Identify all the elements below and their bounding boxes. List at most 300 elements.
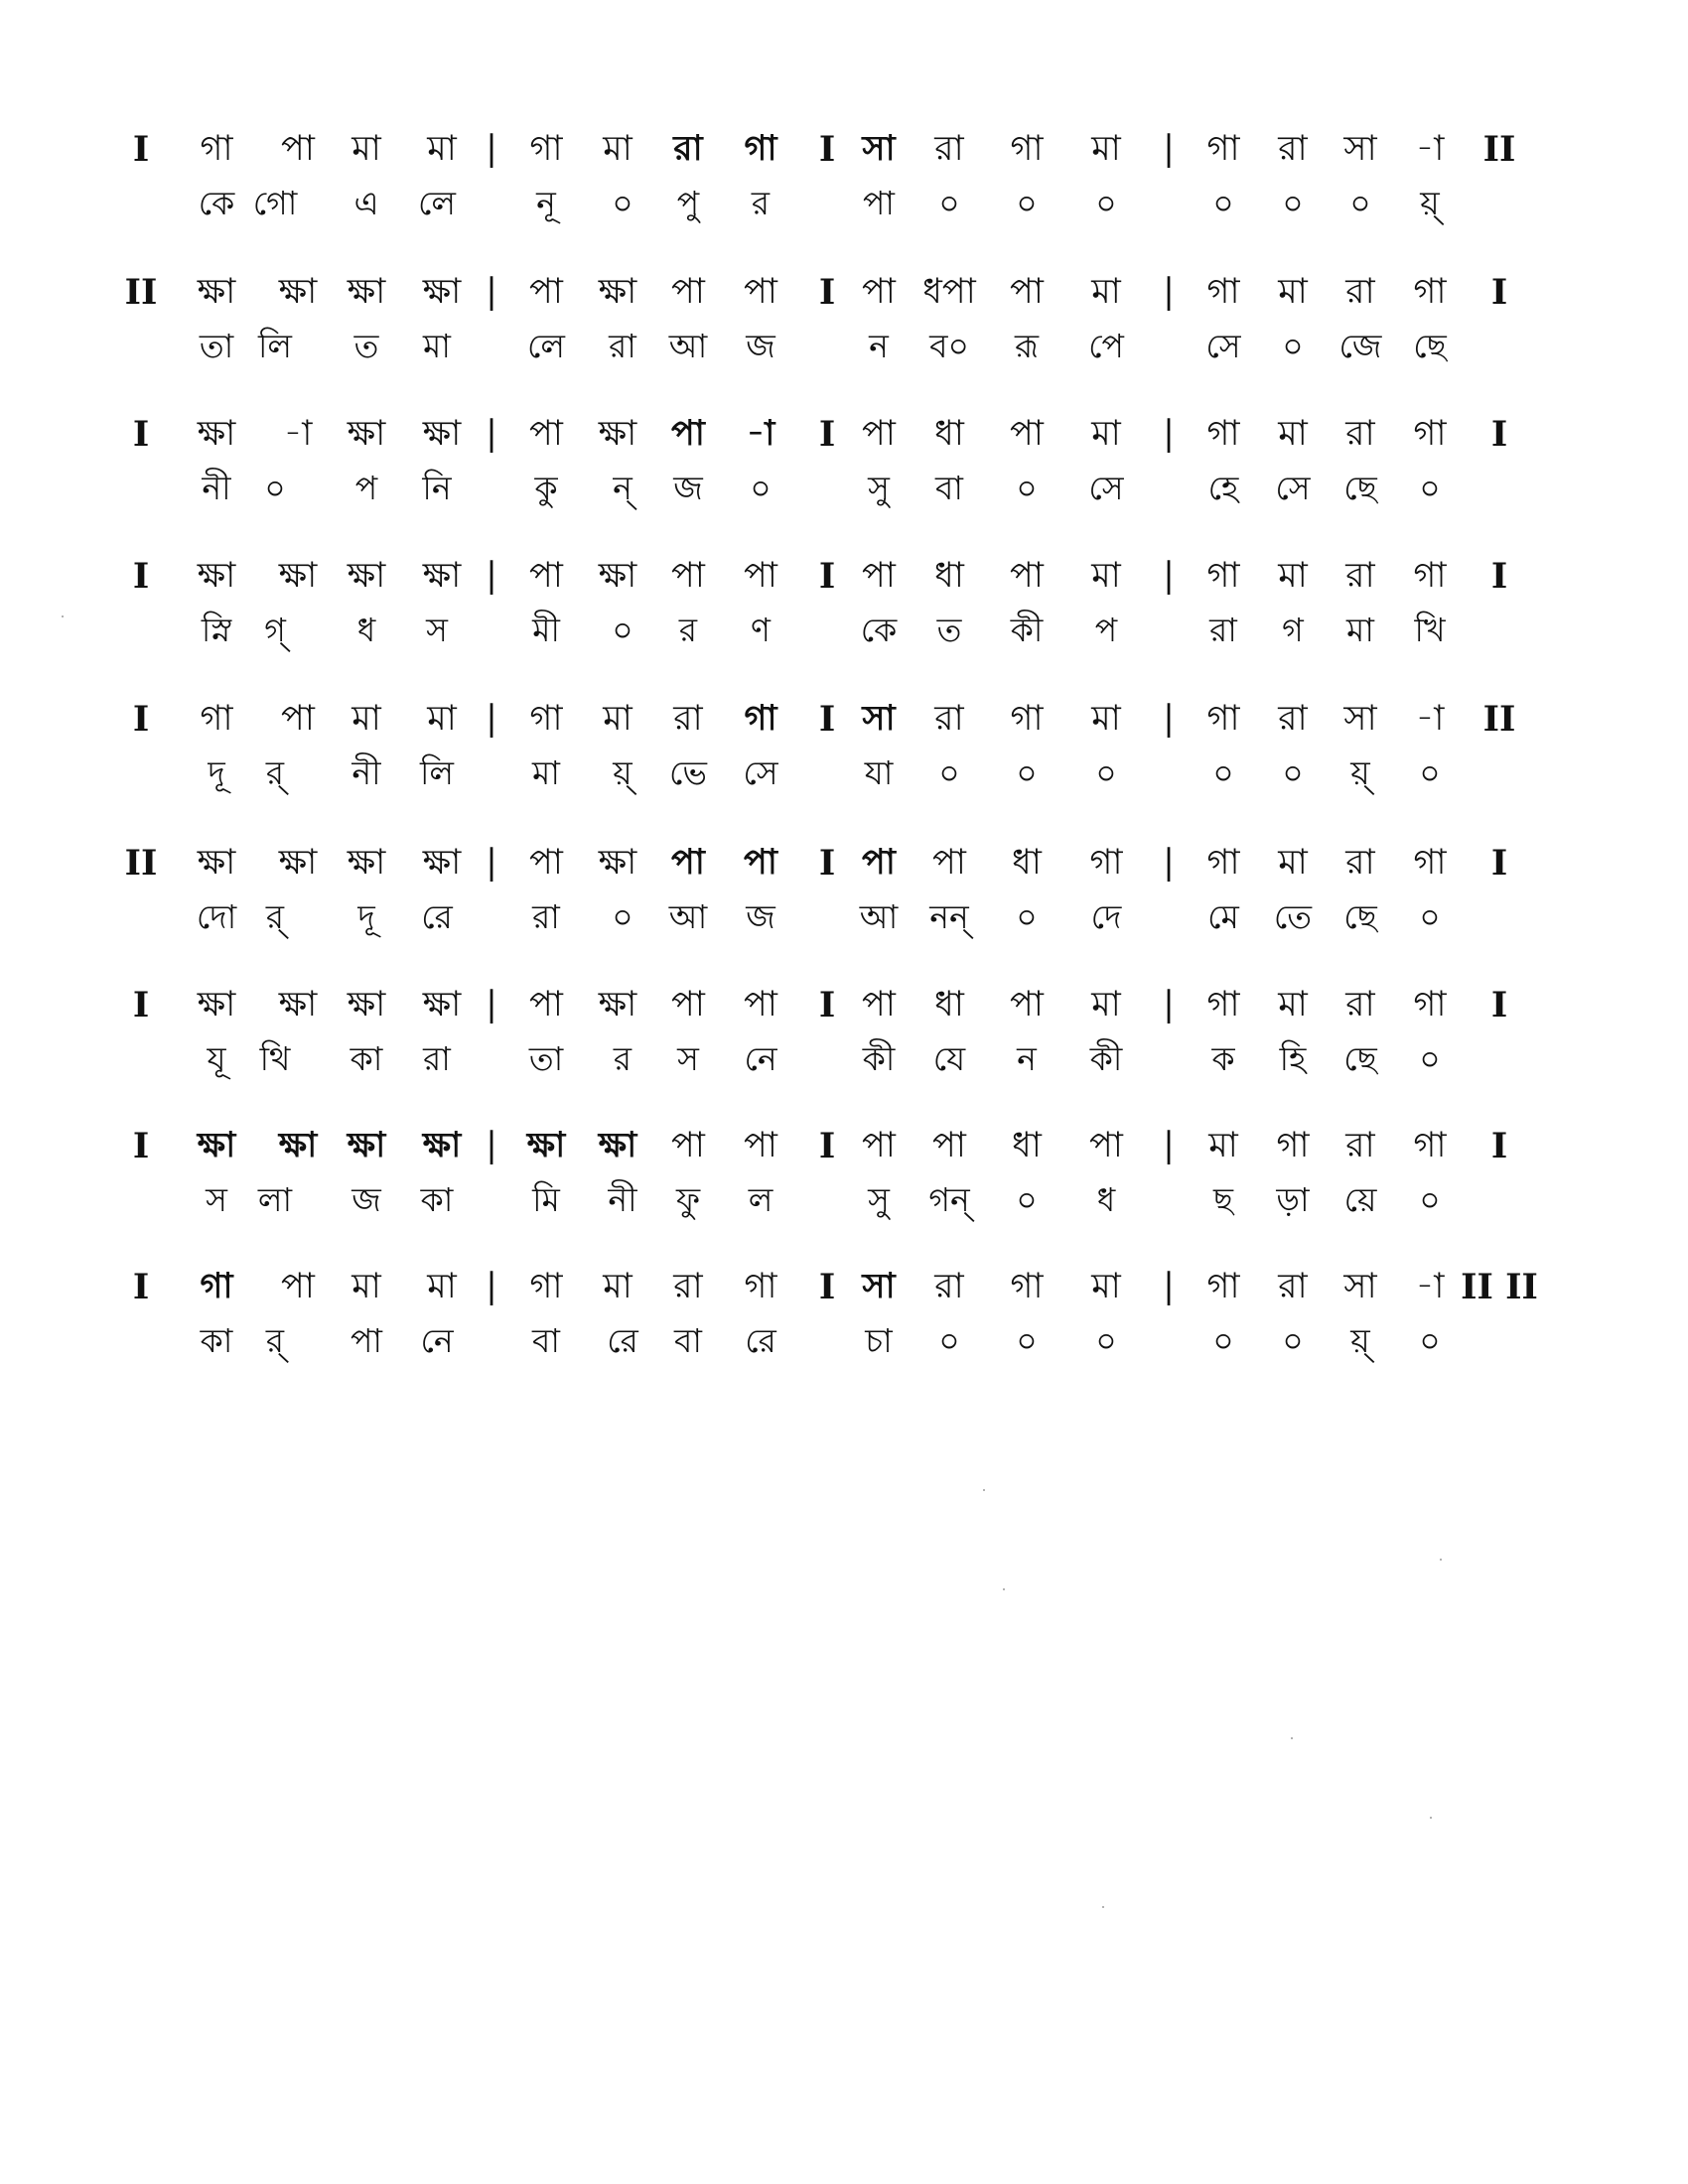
- lyric-syllable: জ: [746, 327, 775, 365]
- lyric-syllable: কু: [534, 469, 558, 507]
- swara-note: পা: [529, 843, 563, 883]
- lyric-line: [0, 1039, 1688, 1108]
- lyric-syllable: র: [678, 611, 698, 649]
- swara-note: পা: [862, 556, 896, 596]
- bar-line: |: [486, 414, 497, 454]
- lyric-syllable: ০: [612, 897, 633, 936]
- lyric-syllable: জে: [1338, 327, 1382, 365]
- swara-note: গা: [1089, 843, 1123, 883]
- bar-line: |: [486, 1267, 497, 1306]
- bar-line: |: [1163, 985, 1175, 1024]
- swara-note: পা: [671, 985, 705, 1024]
- swara-note: গা: [1276, 1126, 1310, 1165]
- swara-note: -া: [1415, 129, 1445, 169]
- lyric-syllable: ০: [1212, 753, 1234, 792]
- swara-note: ক্ষা: [347, 272, 386, 312]
- swara-note: রা: [1278, 129, 1308, 169]
- swara-note: পা: [1010, 985, 1044, 1024]
- swara-note: রা: [934, 1267, 964, 1306]
- swara-note: সা: [862, 129, 896, 169]
- swara-note: মা: [1091, 985, 1121, 1024]
- swara-note: মা: [1278, 556, 1308, 596]
- lyric-syllable: রূ: [1014, 327, 1040, 365]
- lyric-line: [0, 469, 1688, 537]
- lyric-syllable: লে: [418, 184, 456, 222]
- lyric-syllable: সু: [868, 1180, 890, 1219]
- swara-note: পা: [1010, 414, 1044, 454]
- lyric-syllable: সু: [868, 469, 890, 507]
- swara-note: পা: [671, 843, 705, 883]
- section-marker: I: [132, 1267, 150, 1307]
- lyric-syllable: যূ: [207, 1039, 226, 1078]
- swara-note: ক্ষা: [197, 556, 236, 596]
- swara-note: পা: [862, 985, 896, 1024]
- swara-note: মা: [1091, 272, 1121, 312]
- swara-note: গা: [200, 1267, 233, 1306]
- swara-note: ধা: [1012, 843, 1042, 883]
- lyric-syllable: ধ: [356, 611, 376, 649]
- lyric-syllable: ০: [1095, 753, 1117, 792]
- lyric-syllable: নী: [202, 469, 231, 507]
- bar-line: |: [486, 985, 497, 1024]
- lyric-syllable: ০: [1282, 753, 1304, 792]
- lyric-syllable: লা: [257, 1180, 293, 1219]
- lyric-syllable: মা: [532, 753, 560, 792]
- swara-note: ক্ষা: [422, 414, 462, 454]
- lyric-syllable: নন্: [929, 897, 969, 936]
- lyric-syllable: ড়া: [1276, 1180, 1310, 1219]
- lyric-syllable: ০: [1282, 184, 1304, 222]
- lyric-syllable: পা: [863, 184, 895, 222]
- lyric-syllable: র্: [265, 897, 285, 936]
- swara-note: ক্ষা: [197, 985, 236, 1024]
- lyric-syllable: ছে: [1343, 897, 1377, 936]
- swara-note: রা: [1345, 843, 1375, 883]
- swara-note: মা: [352, 699, 381, 739]
- swara-note: পা: [671, 414, 705, 454]
- swara-note: পা: [744, 272, 777, 312]
- lyric-syllable: ০: [1419, 469, 1441, 507]
- swara-note: গা: [1206, 129, 1240, 169]
- swara-note: মা: [1278, 985, 1308, 1024]
- section-marker: I: [818, 1126, 836, 1166]
- lyric-syllable: ০: [1016, 897, 1038, 936]
- lyric-syllable: জ: [352, 1180, 381, 1219]
- swara-note: মা: [1208, 1126, 1238, 1165]
- swara-note: ক্ষা: [422, 985, 462, 1024]
- lyric-syllable: তে: [1273, 897, 1313, 936]
- swara-note: মা: [1091, 414, 1121, 454]
- lyric-syllable: দূ: [357, 897, 375, 936]
- swara-note: গা: [1413, 843, 1447, 883]
- lyric-line: [0, 611, 1688, 679]
- bar-line: |: [486, 699, 497, 739]
- swara-note: ক্ষা: [526, 1126, 566, 1165]
- lyric-syllable: প: [354, 469, 378, 507]
- swara-note: গা: [1413, 985, 1447, 1024]
- lyric-syllable: স্নি: [201, 611, 232, 649]
- lyric-syllable: নূ: [536, 184, 556, 222]
- swara-note: গা: [744, 699, 777, 739]
- lyric-syllable: ন্: [613, 469, 633, 507]
- bar-line: |: [1163, 272, 1175, 312]
- swara-note: ক্ষা: [278, 1126, 318, 1165]
- lyric-syllable: ০: [1282, 1321, 1304, 1360]
- section-marker: I: [1490, 985, 1508, 1025]
- swara-note: সা: [862, 699, 896, 739]
- swara-note: রা: [673, 699, 703, 739]
- swara-note: গা: [1010, 699, 1044, 739]
- swara-note: ক্ষা: [347, 1126, 386, 1165]
- lyric-syllable: ছে: [1413, 327, 1447, 365]
- lyric-syllable: ০: [1016, 469, 1038, 507]
- section-marker: I: [132, 129, 150, 170]
- lyric-syllable: আ: [668, 897, 708, 936]
- bar-line: |: [486, 272, 497, 312]
- section-marker: I: [818, 1267, 836, 1307]
- swara-note: ক্ষা: [197, 414, 236, 454]
- section-marker: I: [1490, 272, 1508, 313]
- swara-note: ক্ষা: [278, 843, 318, 883]
- swara-note: মা: [603, 129, 633, 169]
- swara-note: ক্ষা: [197, 843, 236, 883]
- swara-note: পা: [744, 556, 777, 596]
- lyric-syllable: মে: [1207, 897, 1239, 936]
- swara-note: গা: [200, 699, 233, 739]
- swara-note: পা: [744, 843, 777, 883]
- lyric-syllable: নী: [352, 753, 381, 792]
- swara-note: পা: [529, 985, 563, 1024]
- swara-note: ধা: [934, 556, 964, 596]
- swara-note: সা: [1343, 1267, 1377, 1306]
- swara-note: রা: [1345, 556, 1375, 596]
- lyric-syllable: ০: [1095, 1321, 1117, 1360]
- lyric-syllable: ০: [1212, 1321, 1234, 1360]
- lyric-syllable: ০: [1016, 753, 1038, 792]
- lyric-syllable: বা: [674, 1321, 702, 1360]
- lyric-syllable: কে: [198, 184, 235, 222]
- swara-note: ক্ষা: [598, 272, 637, 312]
- lyric-syllable: পে: [1088, 327, 1124, 365]
- lyric-syllable: লি: [257, 327, 293, 365]
- section-marker: I: [1490, 556, 1508, 597]
- bar-line: |: [1163, 1267, 1175, 1306]
- bar-line: |: [486, 843, 497, 883]
- lyric-syllable: র: [613, 1039, 633, 1078]
- section-marker: I: [132, 414, 150, 455]
- lyric-line: [0, 1321, 1688, 1390]
- swara-note: পা: [862, 272, 896, 312]
- swara-note: পা: [862, 414, 896, 454]
- lyric-line: [0, 897, 1688, 966]
- swara-note: পা: [671, 1126, 705, 1165]
- section-marker: I: [132, 556, 150, 597]
- swara-note: মা: [1278, 414, 1308, 454]
- swara-note: পা: [744, 1126, 777, 1165]
- swara-note: পা: [932, 1126, 966, 1165]
- lyric-syllable: ফু: [675, 1180, 701, 1219]
- lyric-syllable: ০: [1016, 184, 1038, 222]
- lyric-syllable: ধ: [1096, 1180, 1116, 1219]
- swara-note: ক্ষা: [278, 556, 318, 596]
- lyric-syllable: নে: [744, 1039, 777, 1078]
- swara-note: মা: [352, 1267, 381, 1306]
- lyric-syllable: প: [1094, 611, 1118, 649]
- lyric-syllable: ০: [938, 1321, 960, 1360]
- swara-note: গা: [1413, 414, 1447, 454]
- swara-note: পা: [671, 272, 705, 312]
- lyric-syllable: যা: [864, 753, 894, 792]
- lyric-syllable: ০: [1095, 184, 1117, 222]
- swara-note: ক্ষা: [422, 556, 462, 596]
- swara-note: রা: [673, 1267, 703, 1306]
- swara-note: ক্ষা: [422, 1126, 462, 1165]
- lyric-syllable: সে: [1275, 469, 1311, 507]
- swara-note: মা: [603, 699, 633, 739]
- section-marker: I: [1490, 414, 1508, 455]
- section-marker: II: [1482, 699, 1516, 740]
- section-marker: I: [818, 985, 836, 1025]
- swara-note: গা: [1206, 985, 1240, 1024]
- lyric-syllable: মী: [532, 611, 560, 649]
- lyric-syllable: সে: [1205, 327, 1241, 365]
- swara-note: -া: [746, 414, 775, 454]
- swara-note: রা: [1345, 1126, 1375, 1165]
- section-marker: II: [124, 272, 158, 313]
- lyric-syllable: আ: [859, 897, 899, 936]
- lyric-syllable: রা: [1209, 611, 1237, 649]
- lyric-syllable: খি: [1414, 611, 1446, 649]
- swara-note: -া: [1415, 699, 1445, 739]
- swara-note: মা: [427, 129, 457, 169]
- lyric-syllable: রা: [532, 897, 560, 936]
- lyric-syllable: মা: [423, 327, 451, 365]
- swara-note: গা: [1206, 843, 1240, 883]
- bar-line: |: [1163, 414, 1175, 454]
- swara-note: ক্ষা: [422, 272, 462, 312]
- lyric-syllable: কা: [200, 1321, 233, 1360]
- lyric-syllable: ছে: [1343, 469, 1377, 507]
- lyric-syllable: চা: [865, 1321, 893, 1360]
- lyric-syllable: স: [206, 1180, 227, 1219]
- lyric-syllable: আ: [668, 327, 708, 365]
- section-marker: I: [818, 129, 836, 170]
- section-marker: I: [132, 699, 150, 740]
- lyric-syllable: কা: [420, 1180, 454, 1219]
- swara-note: ক্ষা: [347, 556, 386, 596]
- lyric-syllable: নে: [420, 1321, 454, 1360]
- lyric-syllable: তা: [199, 327, 234, 365]
- bar-line: |: [1163, 1126, 1175, 1165]
- swara-note: মা: [1278, 272, 1308, 312]
- lyric-syllable: কী: [1089, 1039, 1123, 1078]
- swara-note: রা: [1345, 272, 1375, 312]
- swara-note: গা: [1413, 556, 1447, 596]
- lyric-syllable: সে: [1088, 469, 1124, 507]
- swara-note: গা: [529, 699, 563, 739]
- swara-note: পা: [1089, 1126, 1123, 1165]
- lyric-syllable: সে: [743, 753, 778, 792]
- swara-note: মা: [427, 1267, 457, 1306]
- swara-note: পা: [529, 556, 563, 596]
- swara-note: ক্ষা: [598, 985, 637, 1024]
- swara-note: গা: [200, 129, 233, 169]
- lyric-syllable: রে: [607, 1321, 638, 1360]
- swara-note: ক্ষা: [197, 272, 236, 312]
- swara-note: গা: [1010, 129, 1044, 169]
- swara-note: ক্ষা: [598, 843, 637, 883]
- lyric-syllable: ০: [612, 184, 633, 222]
- lyric-syllable: কী: [862, 1039, 896, 1078]
- swara-note: ক্ষা: [598, 1126, 637, 1165]
- swara-note: গা: [744, 1267, 777, 1306]
- lyric-syllable: ০: [1016, 1180, 1038, 1219]
- lyric-syllable: ০: [1419, 897, 1441, 936]
- lyric-syllable: ভে: [669, 753, 707, 792]
- lyric-syllable: গ্: [264, 611, 286, 649]
- lyric-syllable: ০: [1212, 184, 1234, 222]
- lyric-line: [0, 184, 1688, 252]
- lyric-syllable: র্: [265, 753, 285, 792]
- swara-note: ক্ষা: [197, 1126, 236, 1165]
- lyric-syllable: র: [751, 184, 771, 222]
- swara-note: গা: [1206, 1267, 1240, 1306]
- swara-note: ক্ষা: [347, 414, 386, 454]
- lyric-syllable: ০: [264, 469, 286, 507]
- swara-note: পা: [1010, 272, 1044, 312]
- lyric-syllable: ন: [869, 327, 889, 365]
- swara-note: পা: [932, 843, 966, 883]
- lyric-syllable: য়্: [1350, 1321, 1370, 1360]
- lyric-syllable: নি: [422, 469, 452, 507]
- lyric-syllable: ব০: [929, 327, 969, 365]
- bar-line: |: [486, 1126, 497, 1165]
- lyric-syllable: গ: [1282, 611, 1304, 649]
- lyric-syllable: থি: [259, 1039, 291, 1078]
- lyric-syllable: ক: [1211, 1039, 1235, 1078]
- swara-note: ক্ষা: [422, 843, 462, 883]
- lyric-line: [0, 327, 1688, 395]
- section-marker: I: [818, 843, 836, 884]
- scan-speck: [1440, 1559, 1442, 1561]
- lyric-syllable: য়ে: [1343, 1180, 1377, 1219]
- lyric-syllable: লে: [527, 327, 565, 365]
- lyric-syllable: ন: [1017, 1039, 1037, 1078]
- swara-note: ক্ষা: [278, 985, 318, 1024]
- scan-speck: [1102, 1906, 1104, 1908]
- swara-note: রা: [673, 129, 703, 169]
- lyric-syllable: র্: [265, 1321, 285, 1360]
- swara-note: সা: [862, 1267, 896, 1306]
- scan-speck: [62, 615, 64, 617]
- lyric-syllable: হি: [1279, 1039, 1307, 1078]
- swara-note: রা: [934, 699, 964, 739]
- section-marker: I: [818, 699, 836, 740]
- section-marker: I: [818, 272, 836, 313]
- swara-note: গা: [1206, 699, 1240, 739]
- lyric-syllable: দূ: [208, 753, 225, 792]
- lyric-syllable: ল: [748, 1180, 774, 1219]
- swara-note: ধপা: [922, 272, 976, 312]
- lyric-syllable: ছে: [1343, 1039, 1377, 1078]
- swara-note: পা: [862, 1126, 896, 1165]
- swara-note: মা: [1091, 1267, 1121, 1306]
- lyric-syllable: ০: [1419, 753, 1441, 792]
- lyric-syllable: কা: [350, 1039, 383, 1078]
- swara-note: গা: [1206, 272, 1240, 312]
- section-marker: I: [818, 556, 836, 597]
- lyric-syllable: য়্: [1420, 184, 1440, 222]
- swara-note: পা: [1010, 556, 1044, 596]
- swara-note: মা: [352, 129, 381, 169]
- scan-speck: [1430, 1817, 1432, 1819]
- scan-speck: [1003, 1588, 1005, 1590]
- swara-note: গা: [529, 1267, 563, 1306]
- swara-note: ধা: [934, 414, 964, 454]
- swara-note: গা: [1010, 1267, 1044, 1306]
- lyric-syllable: স: [426, 611, 448, 649]
- lyric-syllable: গো: [252, 184, 298, 222]
- swara-note: -া: [1415, 1267, 1445, 1306]
- swara-note: মা: [1091, 129, 1121, 169]
- lyric-syllable: হে: [1207, 469, 1239, 507]
- lyric-syllable: ত: [353, 327, 379, 365]
- swara-note: মা: [1091, 699, 1121, 739]
- lyric-syllable: ০: [1419, 1180, 1441, 1219]
- swara-note: রা: [1345, 985, 1375, 1024]
- section-marker: I: [1490, 1126, 1508, 1166]
- section-marker: I: [818, 414, 836, 455]
- lyric-syllable: ০: [750, 469, 772, 507]
- swara-note: পা: [862, 843, 896, 883]
- lyric-syllable: রা: [609, 327, 636, 365]
- swara-note: ক্ষা: [347, 985, 386, 1024]
- lyric-syllable: য়্: [1350, 753, 1370, 792]
- bar-line: |: [1163, 556, 1175, 596]
- swara-note: গা: [744, 129, 777, 169]
- swara-note: পা: [671, 556, 705, 596]
- lyric-syllable: ণ: [751, 611, 771, 649]
- lyric-syllable: যে: [932, 1039, 966, 1078]
- swara-note: -া: [283, 414, 313, 454]
- lyric-syllable: নী: [608, 1180, 637, 1219]
- lyric-syllable: বা: [532, 1321, 560, 1360]
- swara-note: সা: [1343, 129, 1377, 169]
- scan-speck: [983, 1489, 985, 1491]
- lyric-syllable: ০: [1349, 184, 1371, 222]
- lyric-syllable: কী: [1010, 611, 1044, 649]
- swara-note: পা: [281, 699, 315, 739]
- swara-note: মা: [603, 1267, 633, 1306]
- lyric-syllable: দে: [1090, 897, 1122, 936]
- lyric-syllable: কে: [860, 611, 898, 649]
- section-marker: I: [132, 1126, 150, 1166]
- swara-note: গা: [1206, 414, 1240, 454]
- swara-note: ক্ষা: [278, 272, 318, 312]
- lyric-line: [0, 753, 1688, 822]
- lyric-syllable: পা: [351, 1321, 382, 1360]
- section-marker: I: [132, 985, 150, 1025]
- lyric-syllable: বা: [935, 469, 963, 507]
- swara-note: পা: [529, 414, 563, 454]
- swara-note: ক্ষা: [347, 843, 386, 883]
- bar-line: |: [486, 129, 497, 169]
- swara-note: ধা: [1012, 1126, 1042, 1165]
- lyric-syllable: ০: [612, 611, 633, 649]
- section-marker: II II: [1461, 1267, 1538, 1307]
- bar-line: |: [1163, 129, 1175, 169]
- swara-note: রা: [1345, 414, 1375, 454]
